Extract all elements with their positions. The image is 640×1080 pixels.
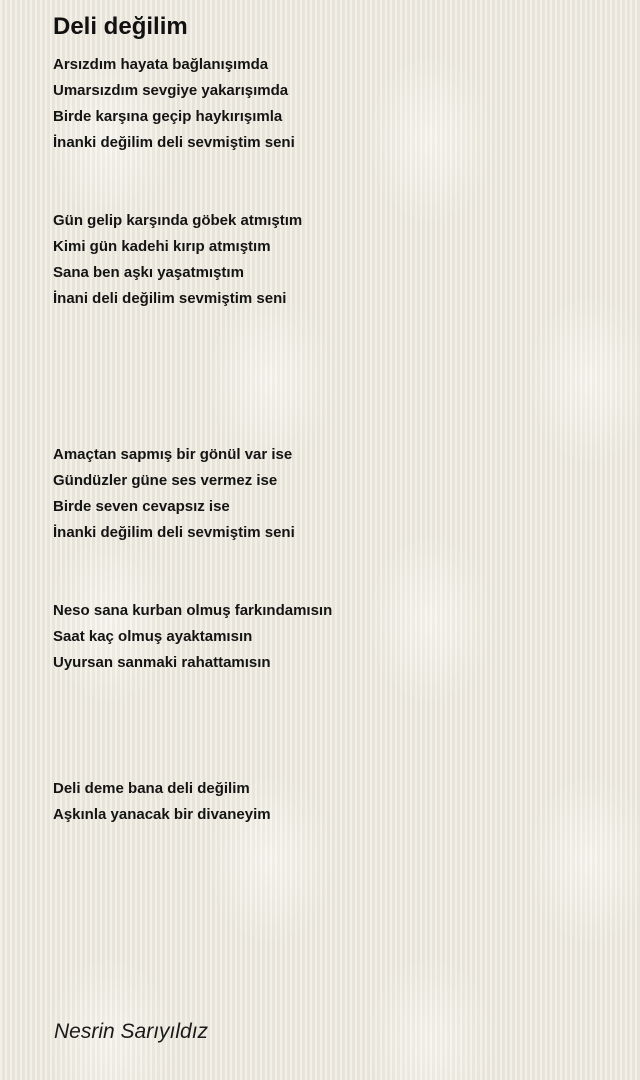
- poem-line: İnani deli değilim sevmiştim seni: [53, 290, 287, 307]
- poem-body: [53, 52, 613, 828]
- poem-line: Neso sana kurban olmuş farkındamısın: [53, 602, 333, 619]
- poem-line: İnanki değilim deli sevmiştim seni: [53, 134, 295, 151]
- poem-line: Kimi gün kadehi kırıp atmıştım: [53, 238, 271, 255]
- poem-line: İnanki değilim deli sevmiştim seni: [53, 524, 295, 541]
- poem-line: Birde karşına geçip haykırışımla: [53, 108, 283, 125]
- stanza-4: [53, 598, 613, 676]
- poem-line: Aşkınla yanacak bir divaneyim: [53, 806, 271, 823]
- poem-line: Sana ben aşkı yaşatmıştım: [53, 264, 244, 281]
- poem-line: Gündüzler güne ses vermez ise: [53, 472, 278, 489]
- stanza-3: [53, 442, 613, 546]
- poem-line: Uyursan sanmaki rahattamısın: [53, 654, 271, 671]
- poem-line: Gün gelip karşında göbek atmıştım: [53, 212, 303, 229]
- poem-line: Saat kaç olmuş ayaktamısın: [53, 628, 253, 645]
- poem-title: Deli değilim: [53, 13, 188, 40]
- stanza-2: [53, 208, 613, 312]
- poem-author: Nesrin Sarıyıldız: [54, 1020, 209, 1043]
- poem-line: Birde seven cevapsız ise: [53, 498, 230, 515]
- poem-line: Deli deme bana deli değilim: [53, 780, 250, 797]
- poem-line: Arsızdım hayata bağlanışımda: [53, 56, 269, 73]
- poem-line: Amaçtan sapmış bir gönül var ise: [53, 446, 293, 463]
- stanza-1: [53, 52, 613, 156]
- poem-line: Umarsızdım sevgiye yakarışımda: [53, 82, 289, 99]
- stanza-5: [53, 776, 613, 828]
